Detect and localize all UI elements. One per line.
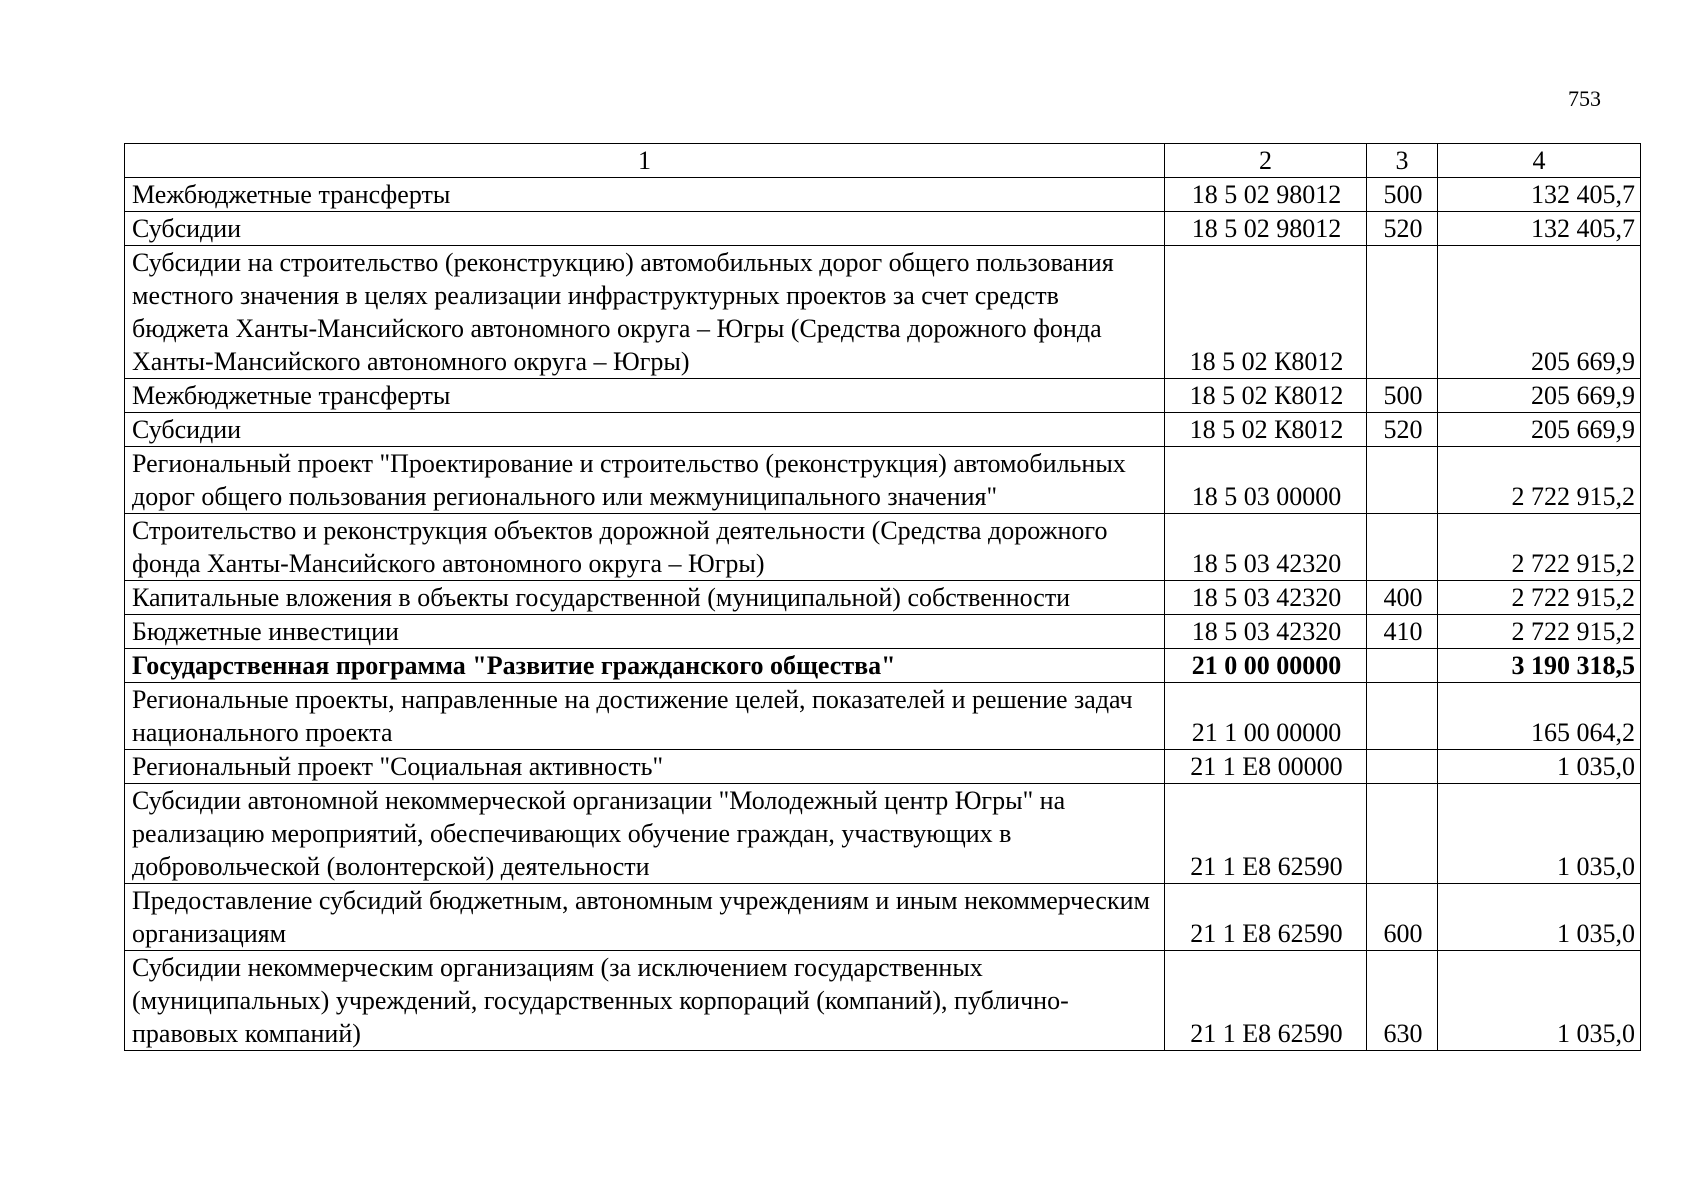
column-header-2: 2 — [1165, 144, 1367, 178]
row-name-cell: Бюджетные инвестиции — [125, 615, 1165, 649]
row-name-cell: Региональные проекты, направленные на достижение целей, показателей и решение задач национального проекта — [125, 683, 1165, 750]
table-row — [125, 246, 1641, 379]
row-name-cell: Государственная программа "Развитие гражданского общества" — [125, 649, 1165, 683]
row-type-cell: 500 — [1367, 178, 1438, 212]
row-code-cell: 18 5 02 98012 — [1165, 178, 1367, 212]
table-header — [125, 144, 1641, 178]
row-name-cell: Строительство и реконструкция объектов дорожной деятельности (Средства дорожного фонда Ханты-Мансийского автономного округа – Югры) — [125, 514, 1165, 581]
row-type-cell — [1367, 750, 1438, 784]
row-amount-cell: 1 035,0 — [1438, 884, 1641, 951]
column-header-3: 3 — [1367, 144, 1438, 178]
page-number: 753 — [1568, 86, 1601, 111]
row-name-cell: Субсидии — [125, 212, 1165, 246]
row-name-cell: Субсидии некоммерческим организациям (за исключением государственных (муниципальных) учреждений, государственных корпораций (компаний), публично-правовых компаний) — [125, 951, 1165, 1051]
table-row — [125, 615, 1641, 649]
row-amount-cell: 165 064,2 — [1438, 683, 1641, 750]
row-name-cell: Региональный проект "Социальная активность" — [125, 750, 1165, 784]
row-type-cell: 520 — [1367, 212, 1438, 246]
row-amount-cell: 132 405,7 — [1438, 178, 1641, 212]
row-amount-cell: 2 722 915,2 — [1438, 447, 1641, 514]
row-amount-cell: 2 722 915,2 — [1438, 581, 1641, 615]
row-name-cell: Межбюджетные трансферты — [125, 379, 1165, 413]
row-amount-cell: 205 669,9 — [1438, 413, 1641, 447]
table-row — [125, 514, 1641, 581]
row-code-cell: 18 5 02 98012 — [1165, 212, 1367, 246]
column-header-4: 4 — [1438, 144, 1641, 178]
row-type-cell — [1367, 649, 1438, 683]
row-type-cell — [1367, 784, 1438, 884]
row-type-cell — [1367, 447, 1438, 514]
row-code-cell: 21 0 00 00000 — [1165, 649, 1367, 683]
table-row — [125, 212, 1641, 246]
table-row — [125, 447, 1641, 514]
row-name-cell: Региональный проект "Проектирование и строительство (реконструкция) автомобильных дорог общего пользования регионального или межмуниципального значения" — [125, 447, 1165, 514]
row-code-cell: 21 1 Е8 62590 — [1165, 951, 1367, 1051]
row-code-cell: 18 5 03 42320 — [1165, 514, 1367, 581]
row-code-cell: 18 5 03 42320 — [1165, 615, 1367, 649]
header-row — [125, 144, 1641, 178]
row-code-cell: 21 1 Е8 00000 — [1165, 750, 1367, 784]
row-code-cell: 18 5 03 42320 — [1165, 581, 1367, 615]
table-row — [125, 683, 1641, 750]
row-type-cell — [1367, 246, 1438, 379]
row-code-cell: 21 1 00 00000 — [1165, 683, 1367, 750]
row-name-cell: Субсидии автономной некоммерческой организации "Молодежный центр Югры" на реализацию мероприятий, обеспечивающих обучение граждан, участвующих в добровольческой (волонтерской) деятельности — [125, 784, 1165, 884]
row-amount-cell: 132 405,7 — [1438, 212, 1641, 246]
row-amount-cell: 205 669,9 — [1438, 379, 1641, 413]
table-row — [125, 581, 1641, 615]
table-row — [125, 379, 1641, 413]
row-name-cell: Капитальные вложения в объекты государственной (муниципальной) собственности — [125, 581, 1165, 615]
row-name-cell: Субсидии на строительство (реконструкцию) автомобильных дорог общего пользования местного значения в целях реализации инфраструктурных проектов за счет средств бюджета Ханты-Мансийского автономного округа – Югры (Средства дорожного фонда Ханты-Мансийского автономного округа – Югры) — [125, 246, 1165, 379]
budget-table — [124, 143, 1641, 1051]
table-row — [125, 750, 1641, 784]
row-type-cell: 400 — [1367, 581, 1438, 615]
row-type-cell: 520 — [1367, 413, 1438, 447]
row-code-cell: 21 1 Е8 62590 — [1165, 884, 1367, 951]
row-type-cell: 500 — [1367, 379, 1438, 413]
row-amount-cell: 3 190 318,5 — [1438, 649, 1641, 683]
row-type-cell: 630 — [1367, 951, 1438, 1051]
row-name-cell: Межбюджетные трансферты — [125, 178, 1165, 212]
table-row — [125, 649, 1641, 683]
row-type-cell — [1367, 683, 1438, 750]
row-type-cell: 410 — [1367, 615, 1438, 649]
table-row — [125, 951, 1641, 1051]
row-amount-cell: 2 722 915,2 — [1438, 514, 1641, 581]
row-amount-cell: 205 669,9 — [1438, 246, 1641, 379]
row-type-cell: 600 — [1367, 884, 1438, 951]
column-header-1: 1 — [125, 144, 1165, 178]
row-code-cell: 21 1 Е8 62590 — [1165, 784, 1367, 884]
row-name-cell: Субсидии — [125, 413, 1165, 447]
table-row — [125, 784, 1641, 884]
row-code-cell: 18 5 02 К8012 — [1165, 413, 1367, 447]
row-code-cell: 18 5 03 00000 — [1165, 447, 1367, 514]
row-code-cell: 18 5 02 К8012 — [1165, 379, 1367, 413]
row-name-cell: Предоставление субсидий бюджетным, автономным учреждениям и иным некоммерческим организациям — [125, 884, 1165, 951]
row-amount-cell: 1 035,0 — [1438, 951, 1641, 1051]
table-body — [125, 178, 1641, 1051]
row-amount-cell: 1 035,0 — [1438, 784, 1641, 884]
table-row — [125, 178, 1641, 212]
table-row — [125, 413, 1641, 447]
row-amount-cell: 1 035,0 — [1438, 750, 1641, 784]
row-type-cell — [1367, 514, 1438, 581]
row-amount-cell: 2 722 915,2 — [1438, 615, 1641, 649]
row-code-cell: 18 5 02 К8012 — [1165, 246, 1367, 379]
table-row — [125, 884, 1641, 951]
